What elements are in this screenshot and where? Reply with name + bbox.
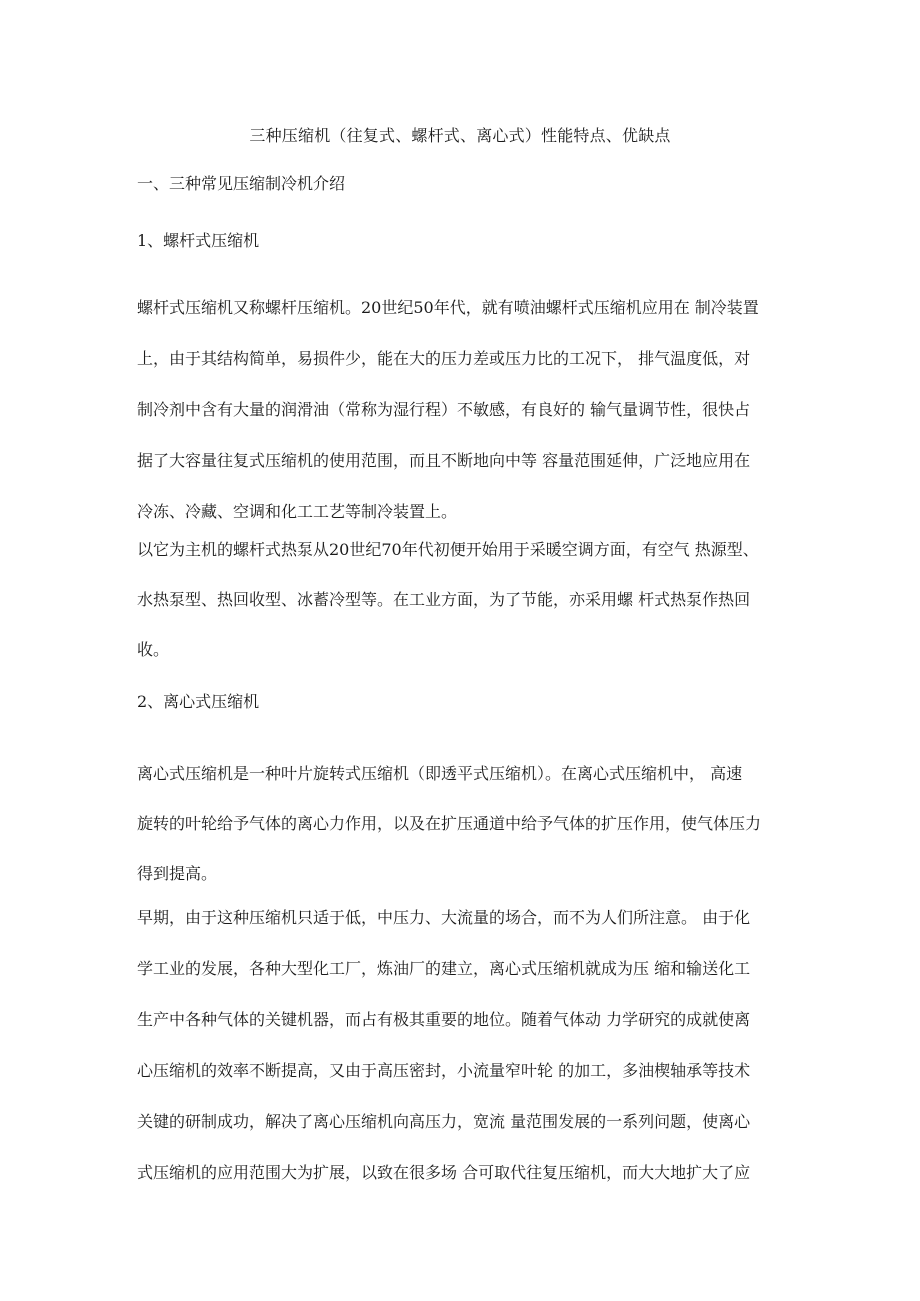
paragraph-line: 螺杆式压缩机又称螺杆压缩机。20世纪50年代，就有喷油螺杆式压缩机应用在 制冷装置 <box>137 298 759 317</box>
paragraph-line: 得到提高。 <box>137 864 218 883</box>
paragraph-line: 制冷剂中含有大量的润滑油（常称为湿行程）不敏感，有良好的 输气量调节性，很快占 <box>137 400 751 419</box>
paragraph-centrifugal-intro <box>137 762 797 886</box>
paragraph-line: 学工业的发展，各种大型化工厂，炼油厂的建立，离心式压缩机就成为压 缩和输送化工 <box>137 959 751 978</box>
subsection-heading-centrifugal: 2、离心式压缩机 <box>137 692 260 711</box>
paragraph-line: 式压缩机的应用范围大为扩展，以致在很多场 合可取代往复压缩机，而大大地扩大了应 <box>137 1163 751 1182</box>
document-title: 三种压缩机（往复式、螺杆式、离心式）性能特点、优缺点 <box>249 126 671 145</box>
paragraph-line: 据了大容量往复式压缩机的使用范围，而且不断地向中等 容量范围延伸，广泛地应用在 <box>137 451 751 470</box>
paragraph-line: 离心式压缩机是一种叶片旋转式压缩机（即透平式压缩机）。在离心式压缩机中， 高速 <box>137 764 743 783</box>
paragraph-line: 关键的研制成功，解决了离心压缩机向高压力，宽流 量范围发展的一系列问题，使离心 <box>137 1112 751 1131</box>
paragraph-line: 生产中各种气体的关键机器，而占有极其重要的地位。随着气体动 力学研究的成就使离 <box>137 1010 751 1029</box>
subsection-heading-screw: 1、螺杆式压缩机 <box>137 231 260 250</box>
paragraph-centrifugal-history <box>137 906 797 1185</box>
paragraph-line: 收。 <box>137 640 170 659</box>
paragraph-line: 早期，由于这种压缩机只适于低，中压力、大流量的场合，而不为人们所注意。 由于化 <box>137 908 751 927</box>
paragraph-line: 冷冻、冷藏、空调和化工工艺等制冷装置上。 <box>137 502 458 521</box>
paragraph-line: 水热泵型、热回收型、冰蓄冷型等。在工业方面，为了节能，亦采用螺 杆式热泵作热回 <box>137 590 751 609</box>
paragraph-line: 以它为主机的螺杆式热泵从20世纪70年代初便开始用于采暖空调方面，有空气 热源型、 <box>137 540 759 559</box>
paragraph-screw-intro <box>137 296 797 524</box>
section-heading: 一、三种常见压缩制冷机介绍 <box>137 174 346 193</box>
paragraph-screw-heatpump <box>137 538 797 662</box>
paragraph-line: 上，由于其结构简单，易损件少，能在大的压力差或压力比的工况下， 排气温度低，对 <box>137 349 751 368</box>
paragraph-line: 心压缩机的效率不断提高，又由于高压密封，小流量窄叶轮 的加工，多油楔轴承等技术 <box>137 1061 751 1080</box>
paragraph-line: 旋转的叶轮给予气体的离心力作用，以及在扩压通道中给予气体的扩压作用，使气体压力 <box>137 814 762 833</box>
